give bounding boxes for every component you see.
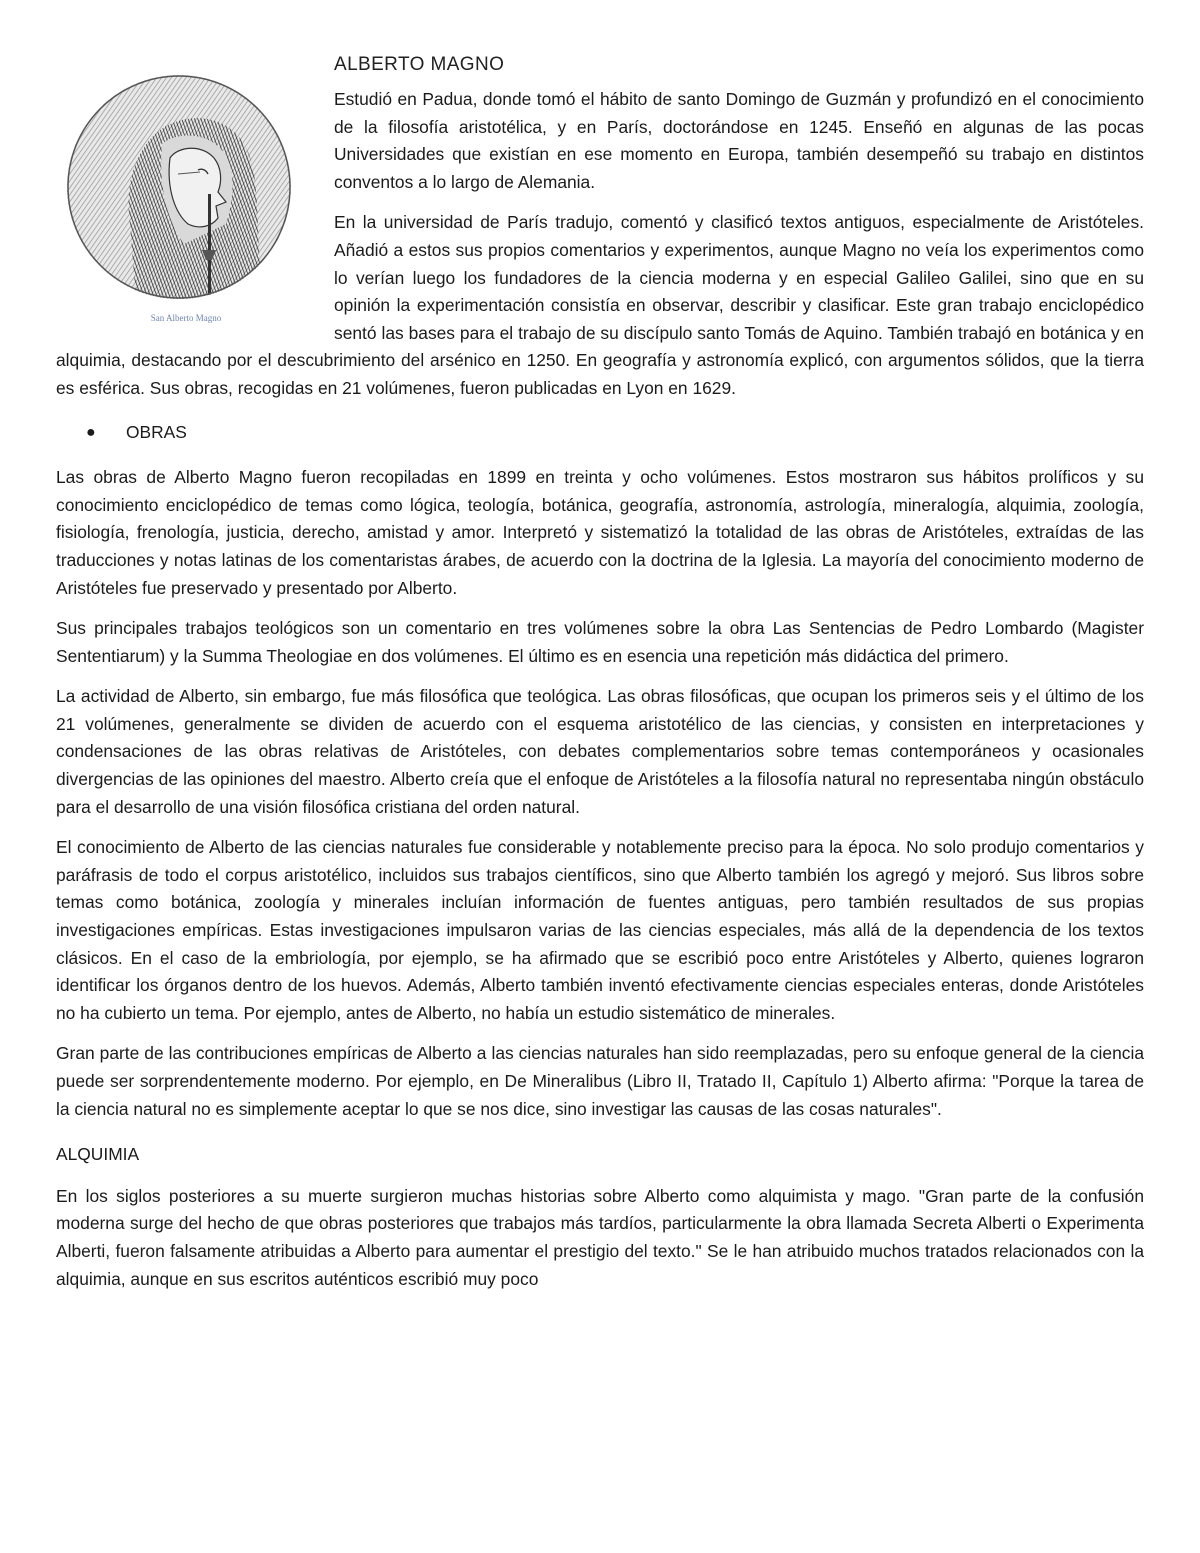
portrait-figure (56, 54, 316, 344)
bullet-heading-label: OBRAS (126, 421, 187, 442)
intro-paragraph: En la universidad de París tradujo, comentó y clasificó textos antiguos, especialmente de Aristóteles. Añadió a estos sus propios comentarios y experimentos, aunque Magno no veía los experimentos como lo verían luego los fundadores de la ciencia moderna y en especial Galileo Galilei, sino que en su opinión la experimentación consistía en observar, describir y clasificar. Este gran trabajo enciclopédico sentó las bases para el trabajo de su discípulo santo Tomás de Aquino. También trabajó en botánica y en alquimia, destacando por el descubrimiento del arsénico en 1250. En geografía y astronomía explicó, con argumentos sólidos, que la tierra es esférica. Sus obras, recogidas en 21 volúmenes, fueron publicadas en Lyon en 1629. (56, 212, 1144, 398)
bullet-heading (86, 419, 1144, 447)
section-heading-alquimia: ALQUIMIA (56, 1144, 140, 1165)
obras-paragraph: La actividad de Alberto, sin embargo, fue más filosófica que teológica. Las obras filosóficas, que ocupan los primeros seis y el último de los 21 volúmenes, generalmente se dividen de acuerdo con el esquema aristotélico de las ciencias, y consisten en interpretaciones y condensaciones de las obras relativas de Aristóteles, con debates complementarios sobre temas contemporáneos y ocasionales divergencias de las opiniones del maestro. Alberto creía que el enfoque de Aristóteles a la filosofía natural no representaba ningún obstáculo para el desarrollo de una visión filosófica cristiana del orden natural. (56, 686, 1144, 817)
page-title: ALBERTO MAGNO (334, 54, 505, 75)
portrait-caption: San Alberto Magno (150, 313, 222, 323)
obras-paragraph: El conocimiento de Alberto de las ciencias naturales fue considerable y notablemente preciso para la época. No solo produjo comentarios y paráfrasis de todo el corpus aristotélico, incluidos sus trabajos científicos, sino que Alberto también los agregó y mejoró. Sus libros sobre temas como botánica, zoología y minerales incluían información de fuentes antiguas, pero también resultados de sus propias investigaciones empíricas. Estas investigaciones impulsaron varias de las ciencias especiales, más allá de la dependencia de los textos clásicos. En el caso de la embriología, por ejemplo, se ha afirmado que se escribió poco entre Aristóteles y Alberto, quienes lograron identificar los órganos dentro de los huevos. Además, Alberto también inventó efectivamente ciencias especiales enteras, donde Aristóteles no ha cubierto un tema. Por ejemplo, antes de Alberto, no había un estudio sistemático de minerales. (56, 837, 1144, 1023)
obras-paragraph: Las obras de Alberto Magno fueron recopiladas en 1899 en treinta y ocho volúmenes. Estos mostraron sus hábitos prolíficos y su conocimiento enciclopédico de temas como lógica, teología, botánica, geografía, astronomía, astrología, mineralogía, alquimia, zoología, fisiología, frenología, justicia, derecho, amistad y amor. Interpretó y sistematizó la totalidad de las obras de Aristóteles, extraídas de las traducciones y notas latinas de los comentaristas árabes, de acuerdo con la doctrina de la Iglesia. La mayoría del conocimiento moderno de Aristóteles fue preservado y presentado por Alberto. (56, 467, 1144, 598)
intro-paragraph: Estudió en Padua, donde tomó el hábito de santo Domingo de Guzmán y profundizó en el conocimiento de la filosofía aristotélica, y en París, doctorándose en 1245. Enseñó en algunas de las pocas Universidades que existían en ese momento en Europa, también desempeñó su trabajo en distintos conventos a lo largo de Alemania. (334, 89, 1144, 192)
bullet-icon: ● (86, 423, 96, 441)
obras-paragraph: Sus principales trabajos teológicos son un comentario en tres volúmenes sobre la obra Las Sentencias de Pedro Lombardo (Magister Sententiarum) y la Summa Theologiae en dos volúmenes. El último es en esencia una repetición más didáctica del primero. (56, 618, 1144, 666)
obras-paragraph: Gran parte de las contribuciones empíricas de Alberto a las ciencias naturales han sido reemplazadas, pero su enfoque general de la ciencia puede ser sorprendentemente moderno. Por ejemplo, en De Mineralibus (Libro II, Tratado II, Capítulo 1) Alberto afirma: "Porque la tarea de la ciencia natural no es simplemente aceptar lo que se nos dice, sino investigar las causas de las cosas naturales". (56, 1043, 1144, 1119)
alquimia-paragraph: En los siglos posteriores a su muerte surgieron muchas historias sobre Alberto como alquimista y mago. "Gran parte de la confusión moderna surge del hecho de que obras posteriores que trabajos más tardíos, particularmente la obra llamada Secreta Alberti o Experimenta Alberti, fueron falsamente atribuidas a Alberto para aumentar el prestigio del texto." Se le han atribuido muchos tratados relacionados con la alquimia, aunque en sus escritos auténticos escribió muy poco (56, 1185, 1144, 1289)
engraved-portrait-medallion (66, 74, 292, 300)
